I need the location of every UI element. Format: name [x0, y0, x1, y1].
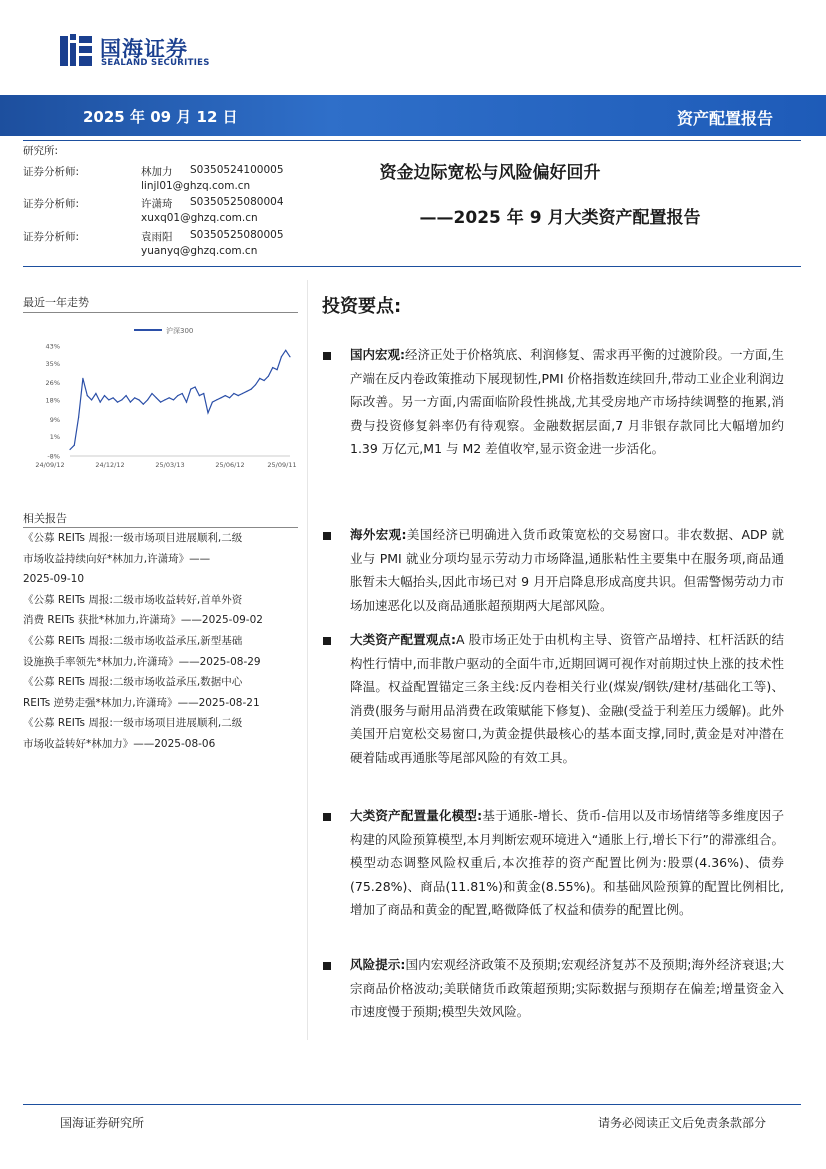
related-report-line: 2025-09-10 — [23, 573, 85, 586]
analyst-name: 林加力 — [141, 166, 173, 178]
data-point — [121, 399, 122, 400]
data-point — [233, 393, 234, 394]
bullet-square-icon — [323, 962, 331, 970]
data-point — [117, 402, 118, 403]
x-tick-label: 24/12/12 — [95, 461, 125, 469]
point-body: 国内宏观经济政策不及预期;宏观经济复苏不及预期;海外经济衰退;大宗商品价格波动;美联储货币政策超预期;实际数据与预期存在偏差;增量资金入市速度慢于预期;模型失效风险。 — [350, 957, 785, 1020]
data-point — [74, 445, 75, 446]
bullet-square-icon — [323, 532, 331, 540]
point-asset-allocation — [350, 628, 784, 770]
data-point — [242, 393, 243, 394]
data-point — [126, 395, 127, 396]
column-divider — [307, 280, 308, 1040]
data-point — [186, 402, 187, 403]
analyst-email: yuanyq@ghzq.com.cn — [141, 245, 258, 257]
related-report-line: 消费 REITs 获批*林加力,许潇琦》——2025-09-02 — [23, 614, 263, 627]
analyst-role: 证券分析师: — [23, 231, 80, 243]
data-point — [151, 393, 152, 394]
data-point — [277, 369, 278, 370]
data-point — [199, 395, 200, 396]
point-body: 美国经济已明确进入货币政策宽松的交易窗口。非农数据、ADP 就业与 PMI 就业分项均显示劳动力市场降温,通胀粘性主要集中在服务项,商品通胀暂未大幅抬头,因此市场已对 9 月开启降息形成高度共识。但需警惕劳动力市场加速恶化以及商品通胀超预期两大尾部风险。 — [350, 527, 784, 613]
x-tick-label: 25/09/11 — [267, 461, 297, 469]
analyst-name: 许潇琦 — [141, 198, 173, 210]
data-point — [156, 397, 157, 398]
point-quant-model — [350, 804, 784, 922]
data-point — [78, 417, 79, 418]
x-tick-label: 24/09/12 — [35, 461, 65, 469]
x-tick-label: 25/03/13 — [155, 461, 185, 469]
point-risk-warning — [350, 953, 784, 1024]
data-point — [195, 386, 196, 387]
report-date: 2025 年 09 月 12 日 — [83, 108, 238, 126]
data-point — [130, 402, 131, 403]
header-divider — [23, 140, 801, 141]
footer-divider — [23, 1104, 801, 1105]
title-divider — [23, 266, 801, 267]
analyst-cert-code: S0350524100005 — [190, 164, 284, 176]
data-point — [91, 399, 92, 400]
bullet-square-icon — [323, 813, 331, 821]
analyst-name: 袁雨阳 — [141, 231, 173, 243]
point-head: 风险提示: — [350, 957, 406, 972]
analyst-role: 证券分析师: — [23, 198, 80, 210]
data-point — [212, 402, 213, 403]
data-point — [216, 399, 217, 400]
data-point — [138, 399, 139, 400]
related-report-line: REITs 逆势走强*林加力,许潇琦》——2025-08-21 — [23, 696, 260, 709]
point-head: 大类资产配置量化模型: — [350, 808, 483, 823]
data-point — [251, 389, 252, 390]
data-point — [69, 449, 70, 450]
y-tick-label: 43% — [45, 342, 60, 351]
data-point — [108, 399, 109, 400]
y-tick-label: 26% — [45, 379, 60, 388]
data-point — [182, 393, 183, 394]
data-point — [169, 397, 170, 398]
y-tick-label: -8% — [47, 452, 60, 461]
trend-section-label: 最近一年走势 — [23, 296, 89, 309]
data-point — [238, 395, 239, 396]
legend-label: 沪深300 — [166, 327, 194, 335]
series-line-hs300 — [70, 350, 290, 449]
data-point — [268, 376, 269, 377]
data-point — [207, 412, 208, 413]
institute-label: 研究所: — [23, 145, 59, 157]
data-point — [264, 380, 265, 381]
data-point — [255, 384, 256, 385]
data-point — [82, 378, 83, 379]
invest-section-title: 投资要点: — [322, 296, 402, 317]
point-domestic-macro — [350, 343, 784, 461]
data-point — [147, 399, 148, 400]
point-head: 国内宏观: — [350, 347, 406, 362]
data-point — [173, 399, 174, 400]
analyst-cert-code: S0350525080005 — [190, 229, 284, 241]
data-point — [134, 397, 135, 398]
related-report-line: 《公募 REITs 周报:一级市场项目进展顺利,二级 — [23, 717, 243, 730]
analyst-email: xuxq01@ghzq.com.cn — [141, 212, 258, 224]
point-head: 大类资产配置观点: — [350, 632, 456, 647]
data-point — [225, 395, 226, 396]
point-body: 基于通胀-增长、货币-信用以及市场情绪等多维度因子构建的风险预算模型,本月判断宏观环境进入“通胀上行,增长下行”的滞涨组合。模型动态调整风险权重后,本次推荐的资产配置比例为:股票(4.36%)、债券(75.28%)、商品(11.81%)和黄金(8.55%)。和基础风险预算的配置比例相比,增加了商品和黄金的配置,略微降低了权益和债券的配置比例。 — [350, 808, 784, 918]
report-type: 资产配置报告 — [676, 109, 773, 128]
analyst-cert-code: S0350525080004 — [190, 196, 284, 208]
data-point — [289, 356, 290, 357]
data-point — [246, 391, 247, 392]
related-report-line: 设施换手率领先*林加力,许潇琦》——2025-08-29 — [23, 655, 261, 668]
point-body: A 股市场正处于由机构主导、资管产品增持、杠杆活跃的结构性行情中,而非散户驱动的全面牛市,近期回调可视作对前期过快上涨的技术性降温。权益配置锚定三条主线:反内卷相关行业(煤炭/钢铁/建材/基础化工等)、消费(服务与耐用品消费在政策赋能下修复)、金融(受益于利差压力缓解)。此外美国开启宽松交易窗口,为黄金提供最核心的基本面支撑,同时,黄金是对冲潜在硬着陆或再通胀等尾部风险的有效工具。 — [350, 632, 785, 765]
data-point — [164, 399, 165, 400]
footer-disclaimer: 请务必阅读正文后免责条款部分 — [597, 1116, 766, 1130]
footer-institute: 国海证券研究所 — [60, 1116, 145, 1130]
related-report-line: 市场收益转好*林加力》——2025-08-06 — [23, 738, 216, 750]
data-point — [259, 378, 260, 379]
trend-divider — [23, 312, 298, 313]
bullet-square-icon — [323, 352, 331, 360]
report-title: 资金边际宽松与风险偏好回升 — [379, 163, 601, 183]
point-overseas-macro — [350, 523, 784, 617]
data-point — [160, 402, 161, 403]
data-point — [281, 356, 282, 357]
data-point — [87, 395, 88, 396]
y-tick-label: 18% — [45, 396, 60, 405]
related-section-label: 相关报告 — [23, 512, 67, 525]
y-tick-label: 1% — [49, 433, 60, 442]
data-point — [272, 367, 273, 368]
analyst-role: 证券分析师: — [23, 166, 80, 178]
point-body: 经济正处于价格筑底、利润修复、需求再平衡的过渡阶段。一方面,生产端在反内卷政策推动下展现韧性,PMI 价格指数连续回升,带动工业企业利润边际改善。另一方面,内需面临阶段性挑战,尤其受房地产市场持续调整的拖累,消费与投资修复斜率仍有待观察。金融数据层面,7 月非银存款同比大幅增加约 1.39 万亿元,M1 与 M2 差值收窄,显示资金进一步活化。 — [350, 347, 785, 457]
data-point — [100, 402, 101, 403]
brand-name: 国海证券 — [100, 37, 188, 61]
related-report-line: 《公募 REITs 周报:二级市场收益转好,首单外资 — [23, 593, 243, 606]
data-point — [190, 389, 191, 390]
sealand-logo-icon — [60, 34, 92, 68]
data-point — [220, 397, 221, 398]
data-point — [104, 395, 105, 396]
related-report-line: 《公募 REITs 周报:一级市场项目进展顺利,二级 — [23, 532, 243, 544]
point-head: 海外宏观: — [350, 527, 407, 542]
y-tick-label: 35% — [45, 359, 60, 368]
data-point — [143, 404, 144, 405]
report-subtitle: ——2025 年 9 月大类资产配置报告 — [419, 208, 701, 228]
bullet-square-icon — [323, 637, 331, 645]
data-point — [113, 397, 114, 398]
related-report-line: 《公募 REITs 周报:二级市场收益承压,新型基础 — [23, 635, 243, 647]
related-report-line: 市场收益持续向好*林加力,许潇琦》—— — [23, 552, 211, 565]
data-point — [177, 395, 178, 396]
x-tick-label: 25/06/12 — [215, 461, 245, 469]
brand-name-en: SEALAND SECURITIES — [101, 58, 210, 68]
analyst-email: linjl01@ghzq.com.cn — [141, 180, 251, 192]
data-point — [203, 393, 204, 394]
trend-chart — [22, 318, 297, 478]
y-tick-label: 9% — [49, 415, 60, 424]
related-report-line: 《公募 REITs 周报:二级市场收益承压,数据中心 — [23, 676, 243, 689]
data-point — [95, 393, 96, 394]
data-point — [285, 350, 286, 351]
data-point — [229, 397, 230, 398]
